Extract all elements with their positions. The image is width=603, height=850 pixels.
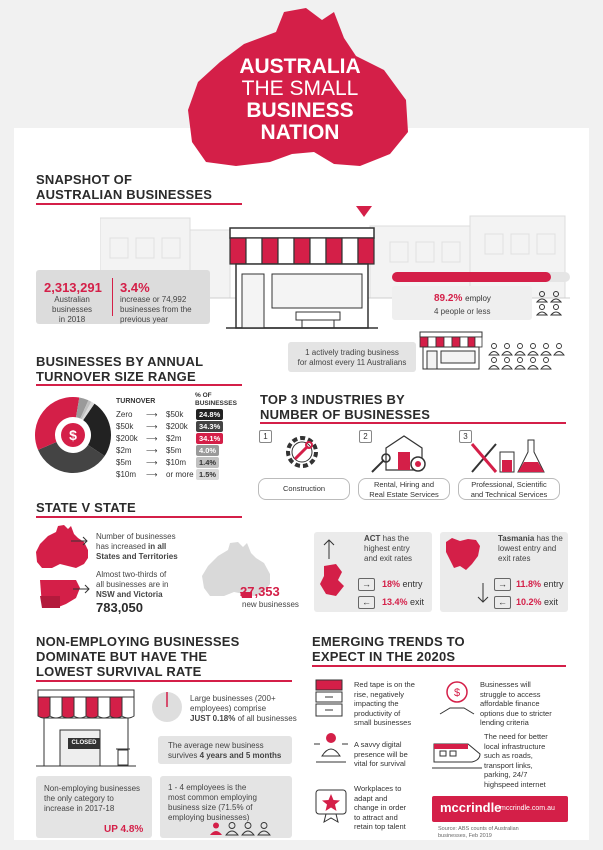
nsw-bold: NSW and Victoria	[96, 590, 163, 599]
act-desc-c: and exit rates	[364, 554, 413, 563]
arrow-right-icon: ⟶	[146, 446, 158, 455]
increase-line2: has increased	[96, 542, 149, 551]
trends-title-2: EXPECT IN THE 2020S	[312, 649, 456, 664]
tas-exit-icon: ←	[494, 596, 511, 609]
states-rule	[36, 516, 242, 518]
arrow-right-icon: ⟶	[146, 410, 158, 419]
turnover-from: Zero	[116, 410, 133, 419]
trends-title-1: EMERGING TRENDS TO	[312, 634, 465, 649]
page-title	[220, 56, 380, 144]
trend-1-text	[354, 680, 415, 728]
industry-3-line2: and Technical Services	[470, 490, 548, 499]
trend-5-line-3: change in order	[354, 803, 407, 812]
industry-num-1: 1	[259, 430, 272, 443]
trend-5-text	[354, 784, 406, 832]
growth-desc-3: previous year	[120, 315, 169, 324]
title-line-1: AUSTRALIA	[239, 55, 361, 78]
employ-desc-a: employ	[465, 294, 491, 303]
arrow-up-icon	[322, 538, 336, 560]
four-people-icon	[210, 822, 274, 836]
large-line2: employees) comprise	[190, 704, 267, 713]
turnover-row	[116, 434, 196, 443]
trend-2-line-4: options due to stricter	[480, 708, 552, 718]
trend-2-line-2: struggle to access	[480, 689, 541, 699]
trend-4-line-1: The need for better	[484, 732, 548, 741]
growth-value: 3.4%	[120, 280, 150, 295]
up-value: UP 4.8%	[104, 824, 144, 835]
arrow-right-icon-2	[72, 584, 92, 594]
trend-1-line-5: small businesses	[354, 718, 412, 727]
turnover-row	[116, 410, 196, 419]
turnover-from: $10m	[116, 470, 137, 479]
growth-desc-2: businesses from the	[120, 305, 192, 314]
snapshot-rule	[36, 203, 242, 205]
common-line1: 1 - 4 employees is the	[168, 783, 247, 792]
trend-4-line-6: highspeed internet	[484, 779, 546, 789]
tas-desc-b: lowest entry and	[498, 544, 557, 553]
trend-5-line-5: retain top talent	[354, 822, 406, 831]
count-desc-2: businesses	[52, 305, 93, 314]
trend-3-line-2: presence will be	[354, 749, 408, 759]
source-note	[438, 826, 519, 840]
turnover-to: $200k	[166, 422, 188, 431]
turnover-to: $50k	[166, 410, 184, 419]
turnover-from: $5m	[116, 458, 132, 467]
brand-logo: mccrindle	[440, 800, 502, 815]
star-badge-icon	[312, 788, 350, 824]
trading-line-1: 1 actively trading business	[305, 348, 399, 357]
only-line3: increase in 2017-18	[44, 804, 115, 813]
industries-title-2: NUMBER OF BUSINESSES	[260, 407, 431, 422]
large-line1: Large businesses (200+	[190, 694, 276, 703]
business-count-desc	[52, 295, 92, 325]
arrow-right-icon: ⟶	[146, 470, 158, 479]
turnover-pct: 1.5%	[196, 469, 219, 480]
industry-3-line1: Professional, Scientific	[471, 480, 547, 489]
turnover-row	[116, 470, 196, 479]
increase-line1: Number of businesses	[96, 532, 176, 541]
arrow-right-icon	[70, 536, 90, 546]
trend-3-text	[354, 740, 408, 769]
ne-title-1: NON-EMPLOYING BUSINESSES	[36, 634, 240, 649]
act-name: ACT	[364, 534, 381, 543]
act-exit-icon: ←	[358, 596, 375, 609]
snapshot-title-line1: SNAPSHOT OF	[36, 172, 133, 187]
act-entry-label: entry	[402, 579, 423, 589]
tas-entry-icon: →	[494, 578, 511, 591]
turnover-rule	[36, 384, 242, 386]
shop-icon	[226, 222, 378, 334]
act-exit-label: exit	[410, 597, 425, 607]
count-desc-1: Australian	[54, 295, 90, 304]
gear-wrench-icon	[278, 430, 326, 474]
digital-person-icon	[312, 730, 350, 766]
trend-1-line-3: impacting the	[354, 699, 399, 708]
trend-3-line-3: vital for survival	[354, 759, 406, 768]
employ-desc-b: 4 people or less	[434, 307, 491, 316]
trends-title	[312, 634, 465, 664]
small-shop-icon	[418, 330, 484, 372]
pct-col-2: BUSINESSES	[195, 400, 237, 407]
australia-red-map-icon	[34, 524, 90, 572]
snapshot-title-line2: AUSTRALIAN BUSINESSES	[36, 187, 213, 202]
trading-desc	[292, 348, 412, 368]
only-line2: the only category to	[44, 794, 114, 803]
employ-stat	[434, 293, 491, 304]
survive-bold: 4 years and 5 months	[199, 751, 282, 760]
nonemploying-rule	[36, 680, 292, 682]
arrow-right-icon: ⟶	[146, 422, 158, 431]
nsw-count: 783,050	[96, 600, 143, 615]
trends-rule	[312, 665, 566, 667]
turnover-pct: 1.4%	[196, 457, 219, 468]
tas-entry-value: 11.8%	[516, 579, 542, 589]
industry-num-2: 2	[359, 430, 372, 443]
title-line-3: BUSINESS	[246, 99, 354, 122]
act-exit	[382, 597, 424, 607]
nonemploying-text	[44, 784, 140, 814]
source-line2: businesses, Feb 2019	[438, 833, 492, 839]
industry-label-1	[258, 478, 350, 500]
large-business-pie-icon	[150, 690, 184, 724]
count-divider	[112, 278, 113, 316]
act-entry-icon: →	[358, 578, 375, 591]
title-line-2: THE SMALL	[241, 77, 359, 100]
turnover-to: $2m	[166, 434, 182, 443]
act-entry-value: 18%	[382, 579, 401, 589]
pct-col-1: % OF	[195, 392, 212, 399]
large-bold: JUST 0.18%	[190, 714, 236, 723]
states-title: STATE V STATE	[36, 500, 136, 515]
people-group-icon	[536, 290, 564, 316]
turnover-row	[116, 446, 196, 455]
industry-label-2	[358, 478, 450, 500]
turnover-row	[116, 458, 196, 467]
increase-bold-b: States and Territories	[96, 552, 178, 561]
new-business-count: 27,353	[240, 584, 280, 599]
large-business-text	[190, 694, 300, 724]
survive-line1: The average new business	[168, 741, 264, 750]
industries-title-1: TOP 3 INDUSTRIES BY	[260, 392, 405, 407]
act-entry	[382, 579, 423, 589]
employ-progress-track	[392, 272, 570, 282]
trend-4-line-5: parking, 24/7	[484, 770, 528, 779]
large-line3: of all businesses	[235, 714, 297, 723]
trend-1-line-2: rise, negatively	[354, 689, 405, 699]
ne-title-3: LOWEST SURVIVAL RATE	[36, 664, 202, 679]
tasmania-map-icon	[442, 536, 488, 574]
turnover-from: $200k	[116, 434, 138, 443]
increase-bold-a: in all	[148, 542, 167, 551]
survival-text	[168, 741, 281, 761]
turnover-pct: 4.0%	[196, 445, 219, 456]
turnover-title-2: TURNOVER SIZE RANGE	[36, 369, 196, 384]
survive-line2: survives	[168, 751, 200, 760]
train-icon	[432, 738, 482, 772]
brand-url[interactable]: mccrindle.com.au	[500, 805, 555, 812]
count-desc-3: in 2018	[58, 315, 86, 324]
turnover-title	[36, 354, 203, 384]
industries-title	[260, 392, 430, 422]
tas-exit	[516, 597, 558, 607]
turnover-to: $5m	[166, 446, 182, 455]
trend-2-text	[480, 680, 552, 728]
trend-5-line-1: Workplaces to	[354, 784, 402, 793]
trend-4-text	[484, 732, 548, 789]
nsw-line2: all businesses are in	[96, 580, 169, 589]
trend-4-line-3: such as roads,	[484, 751, 533, 760]
filing-cabinet-icon	[312, 678, 346, 718]
act-map-icon	[316, 562, 348, 598]
act-desc-a: has the	[380, 534, 409, 543]
trend-2-line-1: Businesses will	[480, 680, 531, 689]
house-search-icon	[368, 430, 438, 476]
common-line3: business size (71.5% of	[168, 803, 253, 812]
turnover-pct: 34.1%	[196, 433, 223, 444]
nonemploying-title	[36, 634, 239, 679]
tas-entry-label: entry	[543, 579, 564, 589]
act-exit-value: 13.4%	[382, 597, 408, 607]
new-business-desc: new businesses	[242, 600, 299, 609]
states-increase-text	[96, 532, 188, 562]
pointer-triangle-icon	[356, 206, 372, 218]
act-desc	[364, 534, 434, 564]
title-line-4: NATION	[260, 121, 340, 144]
industry-1-line1: Construction	[282, 484, 326, 493]
arrow-right-icon: ⟶	[146, 434, 158, 443]
trend-4-line-2: local infrastructure	[484, 741, 546, 751]
industry-num-3: 3	[459, 430, 472, 443]
tas-desc-c: exit rates	[498, 554, 531, 563]
turnover-to: or more	[166, 470, 194, 479]
turnover-from: $50k	[116, 422, 134, 431]
trading-line-2: for almost every 11 Australians	[297, 358, 407, 367]
only-line1: Non-employing businesses	[44, 784, 141, 793]
tas-entry	[516, 579, 564, 589]
arrow-down-icon	[476, 582, 490, 604]
trend-5-line-4: to attract and	[354, 812, 398, 822]
turnover-to: $10m	[166, 458, 187, 467]
svg-text:$: $	[69, 427, 77, 443]
industry-label-3	[458, 478, 560, 500]
dollar-hand-icon	[438, 680, 476, 720]
trend-2-line-5: lending criteria	[480, 718, 529, 727]
common-line4: employing businesses)	[168, 813, 250, 822]
common-line2: most common employing	[168, 793, 257, 802]
trend-4-line-4: transport links,	[484, 760, 533, 770]
pct-col-header	[195, 392, 237, 408]
arrow-right-icon: ⟶	[146, 458, 158, 467]
closed-sign: CLOSED	[68, 738, 100, 749]
industry-2-line1: Rental, Hiring and	[373, 480, 435, 489]
eleven-people-icon	[488, 342, 572, 372]
growth-desc	[120, 295, 192, 325]
trend-2-line-3: affordable finance	[480, 699, 540, 708]
nsw-text	[96, 570, 188, 600]
industry-2-line2: Real Estate Services	[369, 490, 439, 499]
ne-title-2: DOMINATE BUT HAVE THE	[36, 649, 208, 664]
turnover-row	[116, 422, 196, 431]
trend-1-line-1: Red tape is on the	[354, 680, 415, 689]
turnover-col-header: TURNOVER	[116, 398, 156, 405]
turnover-title-1: BUSINESSES BY ANNUAL	[36, 354, 204, 369]
tas-desc	[498, 534, 568, 564]
bin-icon	[116, 746, 130, 766]
growth-desc-1: increase or 74,992	[120, 295, 187, 304]
tools-flask-icon	[468, 434, 552, 476]
tas-exit-label: exit	[544, 597, 559, 607]
source-line1: Source: ABS counts of Australian	[438, 826, 519, 832]
industries-rule	[260, 422, 566, 424]
turnover-pct: 34.3%	[196, 421, 223, 432]
svg-text:$: $	[453, 687, 461, 699]
turnover-pct: 24.8%	[196, 409, 223, 420]
employ-progress-fill	[392, 272, 551, 282]
act-desc-b: highest entry	[364, 544, 410, 553]
common-size-text	[168, 783, 257, 823]
employ-pct: 89.2%	[434, 293, 463, 304]
tas-exit-value: 10.2%	[516, 597, 542, 607]
trend-1-line-4: productivity of	[354, 708, 401, 718]
turnover-from: $2m	[116, 446, 132, 455]
tas-desc-a: has the	[534, 534, 563, 543]
turnover-donut-chart	[34, 396, 112, 474]
nsw-line1: Almost two-thirds of	[96, 570, 167, 579]
business-count: 2,313,291	[44, 280, 102, 295]
trend-5-line-2: adapt and	[354, 793, 388, 803]
tas-name: Tasmania	[498, 534, 535, 543]
snapshot-title	[36, 172, 212, 202]
trend-3-line-1: A savvy digital	[354, 740, 402, 749]
